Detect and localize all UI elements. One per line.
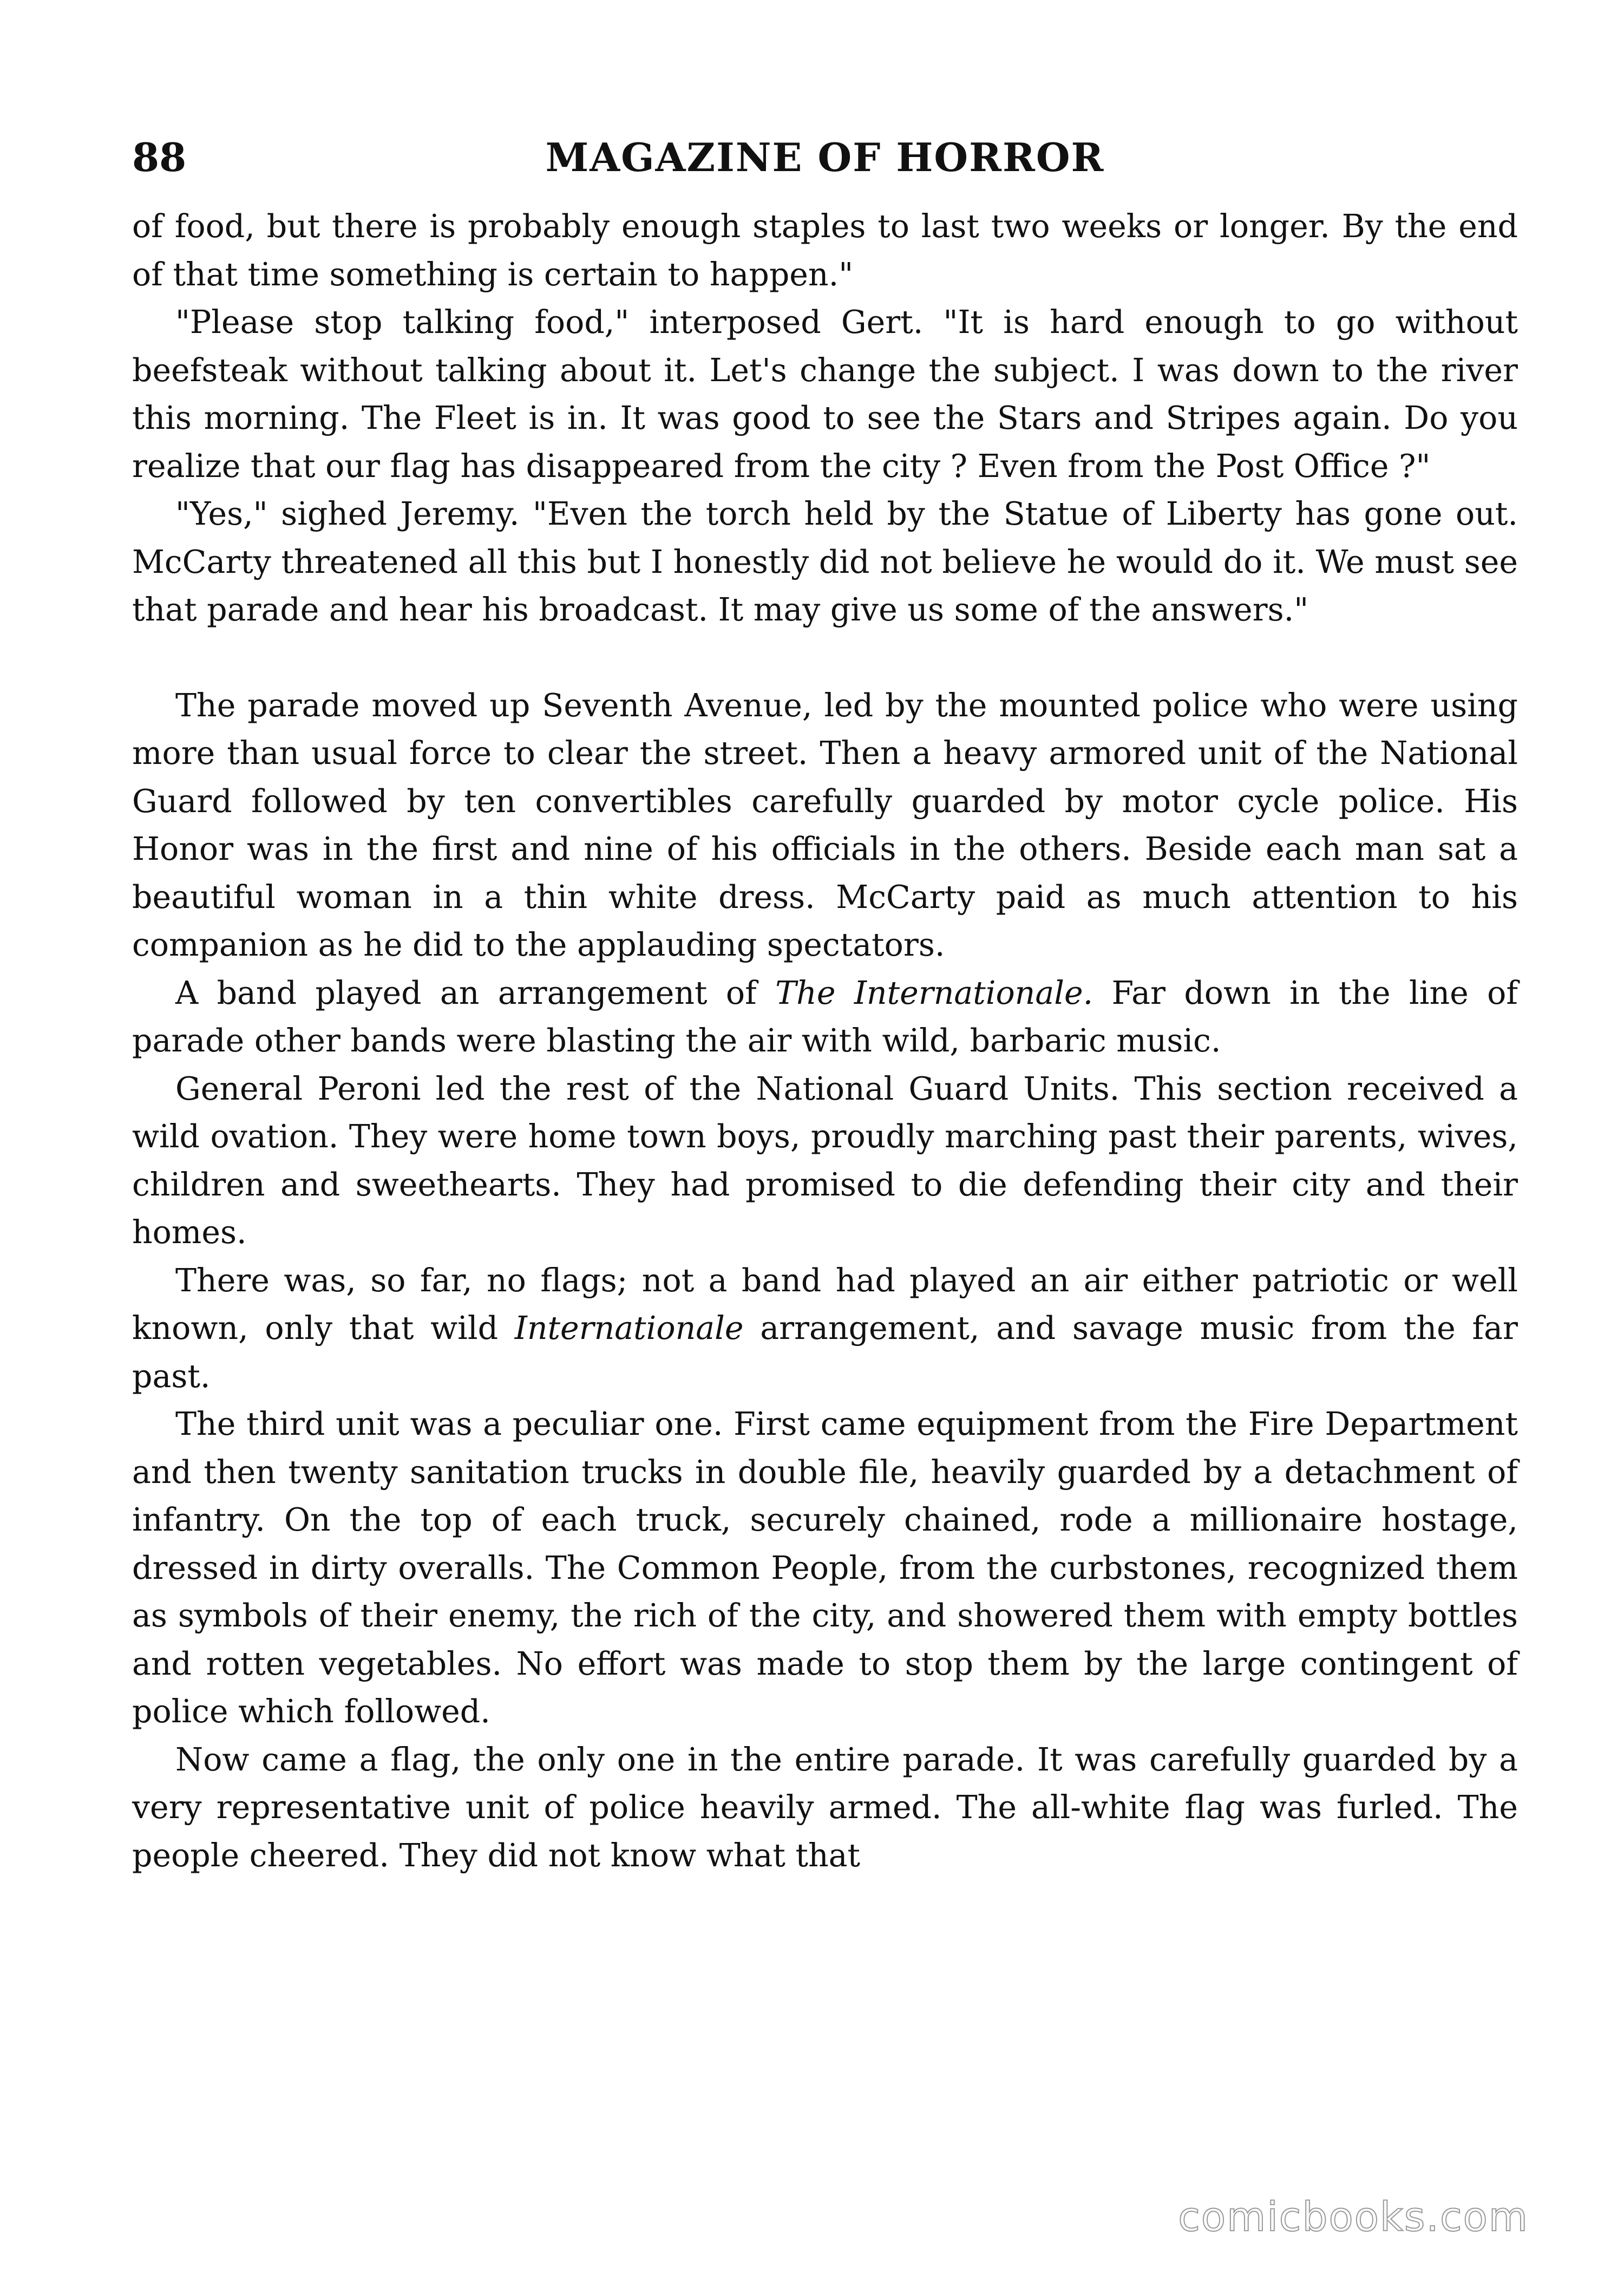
paragraph-text: There was, so far, no flags; not a band had played an air either patriotic or well known, only that wild: [132, 1262, 1518, 1347]
italic-title: Internationale: [514, 1310, 744, 1347]
paragraph: "Yes," sighed Jeremy. "Even the torch held by the Statue of Liberty has gone out. McCarty threatened all this but I honestly did not believe he would do it. We must see that parade and hear his broadcast. It may give us some of the answers.": [132, 495, 1518, 628]
paragraph: [132, 1257, 1518, 1401]
paragraph-text: arrangement, and savage music from the far past.: [132, 1310, 1518, 1395]
paragraph: Now came a flag, the only one in the entire parade. It was carefully guarded by a very representative unit of police heavily armed. The all-white flag was furled. The people cheered. They did not know what that: [132, 1741, 1518, 1874]
watermark: comicbooks.com: [1178, 2194, 1529, 2240]
paragraph-text: Far down in the line of parade other bands were blasting the air with wild, barbaric music.: [132, 974, 1518, 1059]
paragraph: "Please stop talking food," interposed Gert. "It is hard enough to go without beefsteak without talking about it. Let's change the subject. I was down to the river this morning. The Fleet is in. It was good to see the Stars and Stripes again. Do you realize that our flag has disappeared from the city ? Even from the Post Office ?": [132, 304, 1518, 485]
paragraph-continued: of food, but there is probably enough staples to last two weeks or longer. By the end of that time something is certain to happen.": [132, 208, 1518, 293]
magazine-title: MAGAZINE OF HORROR: [545, 134, 1105, 180]
paragraph: General Peroni led the rest of the National Guard Units. This section received a wild ovation. They were home town boys, proudly marching past their parents, wives, children and sweethearts. They had promised to die defending their city and their homes.: [132, 1070, 1518, 1251]
running-head: [132, 128, 1518, 187]
italic-title: The Internationale.: [775, 974, 1093, 1011]
body-text: [132, 202, 1518, 1879]
paragraph-text: A band played an arrangement of: [175, 974, 776, 1011]
page-number: 88: [132, 134, 187, 180]
paragraph: The third unit was a peculiar one. First came equipment from the Fire Department and then twenty sanitation trucks in double file, heavily guarded by a detachment of infantry. On the top of each truck, securely chained, rode a millionaire hostage, dressed in dirty overalls. The Common People, from the curbstones, recognized them as symbols of their enemy, the rich of the city, and showered them with empty bottles and rotten vegetables. No effort was made to stop them by the large contingent of police which followed.: [132, 1406, 1518, 1730]
paragraph: [132, 969, 1518, 1065]
paragraph: The parade moved up Seventh Avenue, led by the mounted police who were using more than usual force to clear the street. Then a heavy armored unit of the National Guard followed by ten convertibles carefully guarded by motor cycle police. His Honor was in the first and nine of his officials in the others. Beside each man sat a beautiful woman in a thin white dress. McCarty paid as much attention to his companion as he did to the applauding spectators.: [132, 687, 1518, 963]
page: [132, 128, 1518, 1879]
